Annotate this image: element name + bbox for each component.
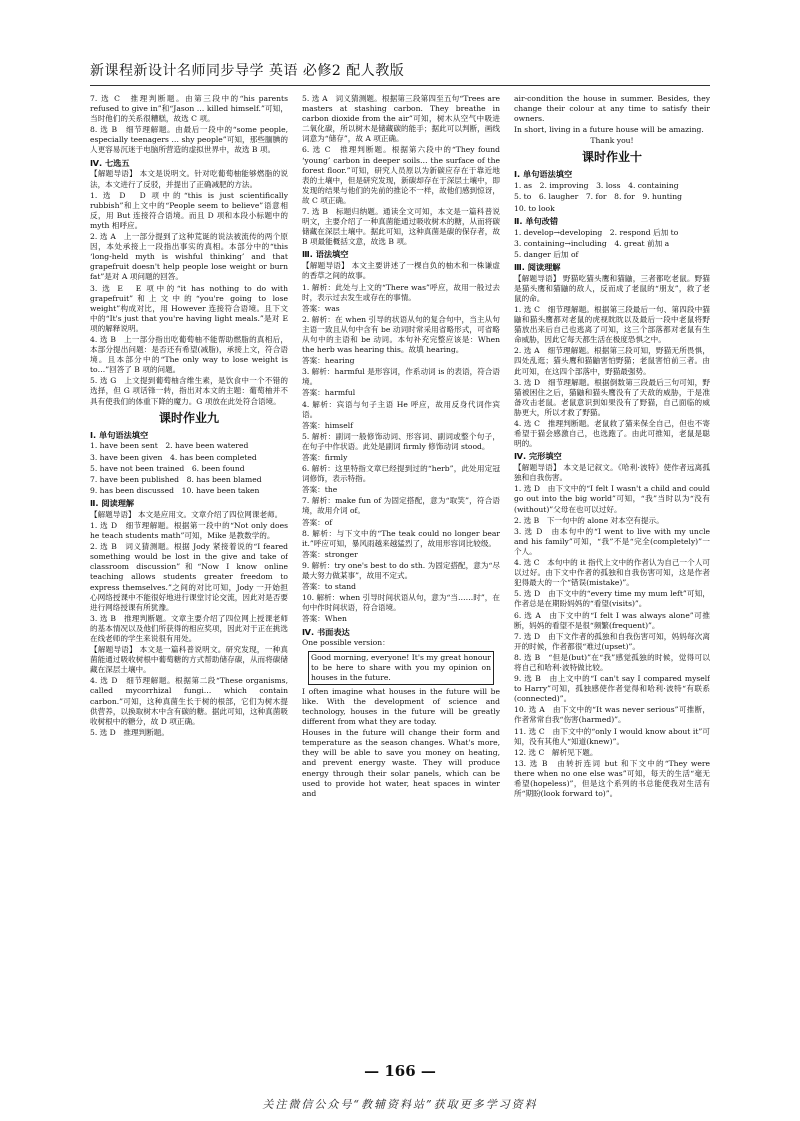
paragraph: 2. 解析：在 when 引导的状语从句的复合句中，当主从句主语一致且从句中含有 be 动词时常采用省略形式，可省略从句中的主语和 be 动词。本句补充完整应该是：When the herb was hearing this。故填 hearing。 <box>302 314 500 355</box>
paragraph: 答案：When <box>302 614 347 624</box>
paragraph: 10. 选 A 由下文中的“It was never serious”可推断，作者常常自我“伤害(harmed)”。 <box>514 705 710 725</box>
paragraph: 4. 选 C 本句中的 it 指代上文中的作者认为自己一个人可以过好。由下文中作者的孤独和自我伤害可知，这是作者犯得最大的一个“错误(mistake)”。 <box>514 558 710 588</box>
paragraph: 1. 选 C 细节理解题。根据第三段最后一句、第四段中猫鼬和猫头鹰都对老鼠的虎视眈眈以及最后一段中老鼠将野猫放出来后自己也逃离了可知，这三个部落都对老鼠有生命威胁，因此它每天都生活在极度恐惧之中。 <box>514 304 710 345</box>
section-heading: Ⅱ. 阅读理解 <box>90 497 135 508</box>
paragraph: 4. 选 D 细节理解题。根据第二段“These organisms, called mycorrhizal fungi… which contain carbon.”可知，这种真菌生长于树的根部，它们为树木提供营养，以换取树木中含有碳的糖。据此可知，这种真菌吸收树根中的糖分，故 D 项正确。 <box>90 676 288 726</box>
section-heading: Ⅳ. 书面表达 <box>302 626 350 637</box>
paragraph: 8. 选 B “但是(but)”在“我”感觉孤独的时候，觉得可以将自己和哈利·波特做比较。 <box>514 652 710 672</box>
paragraph: 6. 解析：这里特指文章已经提到过的“herb”，此处用定冠词修饰，表示特指。 <box>302 464 500 484</box>
paragraph: 8. 选 B 细节理解题。由最后一段中的“some people, especially teenagers … shy people”可知，那些腼腆的人更容易沉迷于电脑所营造的虚拟世界中，故选 B 项。 <box>90 125 288 155</box>
paragraph: 5. 解析：副词一般修饰动词、形容词、副词或整个句子，在句子中作状语。此处是副词 firmly 修饰动词 stood。 <box>302 431 500 451</box>
paragraph: 12. 选 C 解析见下题。 <box>514 747 598 757</box>
section-heading: Ⅲ. 语法填空 <box>302 249 349 260</box>
paragraph: 3. 解析：harmful 是形容词，作系动词 is 的表语，符合语境。 <box>302 367 500 387</box>
paragraph: 3. containing→including 4. great 前加 a <box>514 238 670 248</box>
paragraph: 11. 选 C 由下文中的“only I would know about it”可知，没有其他人“知道(knew)”。 <box>514 726 710 746</box>
lesson-title: 课时作业九 <box>158 410 219 425</box>
essay-closing: Thank you! <box>590 136 634 146</box>
paragraph: 7. 选 D 由下文作者的孤独和自我伤害可知，妈妈每次离开的时候，作者都很“难过(upset)”。 <box>514 631 710 651</box>
paragraph: 13. 选 B 由转折连词 but 和下文中的“They were there when no one else was”可知，每天的生活“毫无希望(hopeless)”，但是这个系列的书总能使我对生活有所“期盼(look forward to)”。 <box>514 758 710 799</box>
section-heading: Ⅰ. 单句语法填空 <box>514 169 573 180</box>
paragraph: 2. 选 B 词义猜测题。根据 Jody 紧接着说的“I feared something would be lost in the give and take of classroom discussion”和“Now I know online teaching allows students greater freedom to express themselves.”之间的对比可知，Jody 一开始担心网络授课中不能很好地进行课堂讨论交流，因此对是否要进行网络授课有所犹豫。 <box>90 542 288 612</box>
paragraph: 【解题导语】 本文是说明文。针对吃葡萄柚能够燃脂的说法，本文进行了反驳，并提出了正确减肥的方法。 <box>90 169 288 189</box>
paragraph: 1. 选 D 细节理解题。根据第一段中的“Not only does he teach students math”可知，Mike 是教数学的。 <box>90 520 288 541</box>
paragraph: 5. 选 D 推理判断题。 <box>90 727 169 737</box>
paragraph: 1. have been sent 2. have been watered <box>90 441 249 451</box>
page-header: 新课程新设计名师同步导学 英语 必修2 配人教版 <box>90 56 710 86</box>
paragraph: 5. to 6. laugher 7. for 8. for 9. hunting <box>514 192 682 202</box>
paragraph: 7. 解析：make fun of 为固定搭配，意为“取笑”，符合语境，故用介词 of。 <box>302 496 500 516</box>
paragraph: 1. develop→developing 2. respond 后加 to <box>514 227 679 237</box>
paragraph: 答案：firmly <box>302 453 348 462</box>
paragraph: 答案：of <box>302 517 333 527</box>
paragraph: One possible version： <box>302 638 390 648</box>
paragraph: 6. 选 A 由下文中的“I felt I was always alone”可推断，妈妈的看望不是很“频繁(frequent)”。 <box>514 610 710 630</box>
paragraph: 1. 选 D D 项中的“this is just scientifically rubbish”和上文中的“People seem to believe”语意相反，用 But 连接符合语境。而且 D 项和本段小标题中的 myth 相呼应。 <box>90 190 288 230</box>
section-heading: Ⅳ. 七选五 <box>90 157 130 168</box>
paragraph: In short, living in a future house will be amazing. <box>514 125 704 135</box>
paragraph: 5. 选 A 词义猜测题。根据第三段第四至五句“Trees are masters at stashing carbon. They breathe in carbon dioxide from the air”可知，树木从空气中吸进二氧化碳，所以树木是储藏碳的能手；据此可以判断，画线词意为“储存”，故 A 项正确。 <box>302 94 500 144</box>
paragraph: 9. 解析：try one's best to do sth. 为固定搭配，意为“尽最大努力做某事”，故用不定式。 <box>302 560 500 581</box>
paragraph: 【解题导语】 本文是记叙文。《哈利·波特》使作者远离孤独和自我伤害。 <box>514 463 710 483</box>
paragraph: 9. 选 B 由上文中的“I can't say I compared myself to Harry”可知，孤独感使作者觉得和哈利·波特“有联系(connected)”。 <box>514 674 710 704</box>
paragraph: 3. 选 D 细节理解题。根据倒数第三段最后三句可知，野猫被困住之后，猫鼬和猫头鹰没有了天敌的威胁，于是准备攻击老鼠。老鼠意识到如果没有了野猫，自己面临的威胁更大，所以才救了野猫。 <box>514 377 710 417</box>
section-heading: Ⅲ. 阅读理解 <box>514 261 561 272</box>
paragraph: 7. 选 B 标题归纳题。通读全文可知，本文是一篇科普说明文，主要介绍了一种真菌能通过吸收树木的糖，从而将碳储藏在深层土壤中。据此可知，这种真菌是碳的保存者，故 B 项最能概括文意，故选 B 项。 <box>302 207 500 247</box>
page-number: — 166 — <box>364 1062 436 1080</box>
paragraph: 10. 解析：when 引导时间状语从句，意为“当……时”，在句中作时间状语，符合语境。 <box>302 593 500 613</box>
paragraph: Houses in the future will change their form and temperature as the season changes. What's more, they will be able to save you money on heating, and prevent energy waste. They will produce energy through their solar panels, which can be used to provide hot water, heat spaces in winter and <box>302 728 500 798</box>
paragraph: 4. 选 B 上一部分指出吃葡萄柚不能帮助燃脂的真相后，本部分提出问题：是否还有希望(减脂)，承接上文，符合语境。且本部分中的“The only way to lose weight is to…”回答了 B 项的问题。 <box>90 334 288 375</box>
paragraph: 7. have been published 8. has been blamed <box>90 474 262 484</box>
paragraph: 答案：hearing <box>302 356 355 366</box>
section-heading: Ⅰ. 单句语法填空 <box>90 429 149 440</box>
section-heading: Ⅳ. 完形填空 <box>514 451 562 462</box>
paragraph: 5. 选 G 上文提到葡萄柚含维生素，是饮食中一个不错的选择，但 G 项话锋一转，指出对本文的主题：葡萄柚并不具有使我们的体重下降的魔力。G 项放在此处符合语境。 <box>90 376 288 406</box>
paragraph: 5. 选 D 由下文中的“every time my mum left”可知，作者总是在期盼妈妈的“看望(visits)”。 <box>514 589 710 609</box>
paragraph: 答案：to stand <box>302 582 357 592</box>
paragraph: 2. 选 B 下一句中的 alone 对本空有提示。 <box>514 515 664 525</box>
section-heading: Ⅱ. 单句改错 <box>514 215 559 226</box>
paragraph: 9. has been discussed 10. have been taken <box>90 485 260 495</box>
paragraph: 【解题导语】 本文是应用文。文章介绍了四位网课老师。 <box>90 509 283 519</box>
paragraph: 【解题导语】 野猫吃猫头鹰和猫鼬，三者都吃老鼠。野猫是猫头鹰和猫鼬的敌人，反而成了老鼠的“朋友”，救了老鼠的命。 <box>514 273 710 303</box>
paragraph: 答案：was <box>302 303 340 313</box>
paragraph: 3. 选 D 由本句中的“I went to live with my uncle and his family”可知，“我”不是“完全(completely)”一个人。 <box>514 526 710 556</box>
paragraph: 3. 选 B 推理判断题。文章主要介绍了四位网上授课老师的基本情况以及他们所获得的相应奖项，因此对于正在挑选在线老师的学生来说很有用处。 <box>90 613 288 643</box>
paragraph: 5. danger 后加 of <box>514 249 579 259</box>
paragraph: 4. 解析：宾语与句子主语 He 呼应，故用反身代词作宾语。 <box>302 399 500 419</box>
paragraph: 8. 解析：与下文中的“The teak could no longer bear it.”呼应可知，暴风雨越来越猛烈了，故用形容词比较级。 <box>302 528 500 548</box>
paragraph: 5. have not been trained 6. been found <box>90 463 245 473</box>
paragraph: 10. to look <box>514 203 555 213</box>
column-right <box>514 94 710 1056</box>
paragraph: 1. 选 D 由下文中的“I felt I wasn't a child and could go out into the big world”可知，“我”当时以为“没有(without)”父母在也可以过好。 <box>514 484 710 514</box>
column-left <box>90 94 288 1056</box>
paragraph: 答案：the <box>302 485 338 495</box>
column-middle <box>302 94 500 1056</box>
paragraph: 4. 选 C 推理判断题。老鼠救了猫来保全自己，但也不寄希望于猫会感激自己，也选跑了。由此可推知，老鼠是聪明的。 <box>514 419 710 449</box>
paragraph: 3. have been given 4. has been completed <box>90 452 257 462</box>
paragraph: 7. 选 C 推理判断题。由第三段中的“his parents refused to give in”和“Jason … killed himself.”可知，当时他们的关系很糟糕，故选 C 项。 <box>90 94 288 124</box>
paragraph: air-condition the house in summer. Besides, they change their colour at any time to satisfy their owners. <box>514 94 710 124</box>
paragraph: 1. as 2. improving 3. loss 4. containing <box>514 181 679 191</box>
paragraph: 2. 选 A 上一部分提到了这种荒诞的说法被流传的两个原因，本处承接上一段指出事实的真相。本部分中的“this ‘long-held myth is wishful thinking’ and that grapefruit doesn't help people lose weight or burn fat”是对 A 项问题的回答。 <box>90 232 288 282</box>
paragraph: 【解题导语】 本文是一篇科普说明文。研究发现，一种真菌能通过吸收树根中葡萄糖的方式帮助储存碳，从而将碳储藏在深层土壤中。 <box>90 645 288 675</box>
essay-opening: Good morning, everyone! It's my great honour to be here to share with you my opinion on houses in the future. <box>308 651 494 685</box>
paragraph: 6. 选 C 推理判断题。根据第六段中的“They found ‘young’ carbon in deeper soils… the surface of the forest floor.”可知，研究人员原以为新碳应存在于靠近地表的土壤中，但是研究发现，新碳却存在于深层土壤中，即发现的结果与他们的先前的推论不一样，故他们感到惊讶，故 C 项正确。 <box>302 145 500 205</box>
footer-note: 关注微信公众号“教辅资料站”获取更多学习资料 <box>262 1098 538 1111</box>
paragraph: 1. 解析：此处与上文的“There was”呼应，故用一般过去时，表示过去发生或存在的事情。 <box>302 282 500 302</box>
paragraph: 答案：stronger <box>302 549 358 559</box>
paragraph: 【解题导语】 本文主要讲述了一棵自负的柚木和一株谦虚的香草之间的故事。 <box>302 261 500 281</box>
lesson-title: 课时作业十 <box>581 150 642 165</box>
content-columns <box>90 94 710 1056</box>
paragraph: 2. 选 A 细节理解题。根据第三段可知，野猫无所畏惧，四处乱逛；猫头鹰和猫鼬害怕野猫；老鼠害怕前三者。由此可知，在这四个部落中，野猫最强势。 <box>514 346 710 376</box>
paragraph: 答案：himself <box>302 420 353 430</box>
paragraph: 答案：harmful <box>302 388 356 398</box>
paragraph: I often imagine what houses in the future will be like. With the development of science and technology, houses in the future will be greatly different from what they are today. <box>302 686 500 727</box>
paragraph: 3. 选 E E 项中的“it has nothing to do with grapefruit”和上文中的“you're going to lose weight”构成对比，用 However 连接符合语境。且下文中的“It's just that you're having light meals.”是对 E 项的解释说明。 <box>90 283 288 333</box>
